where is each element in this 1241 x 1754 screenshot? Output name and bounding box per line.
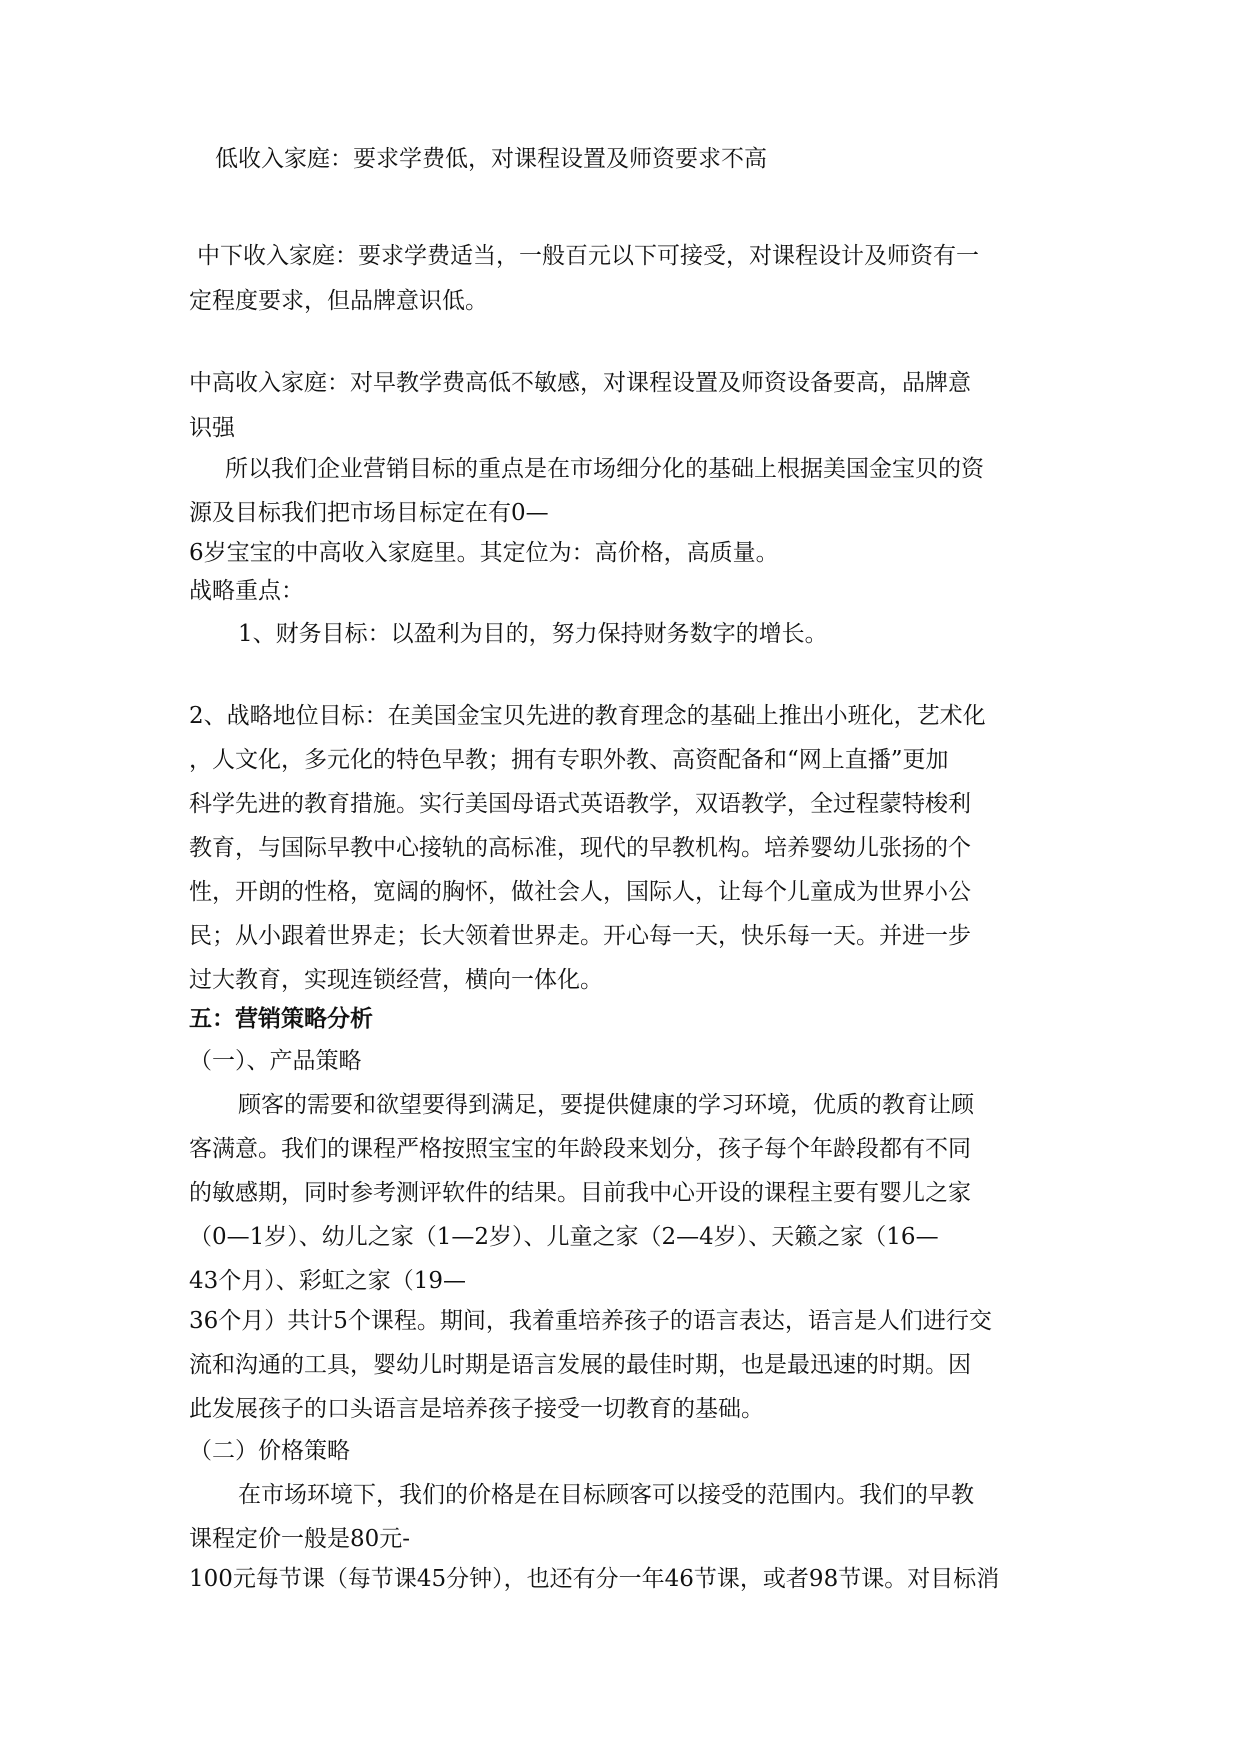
text-line: 顾客的需要和欲望要得到满足，要提供健康的学习环境，优质的教育让顾 [238, 1092, 974, 1118]
text-line: 科学先进的教育措施。实行美国母语式英语教学，双语教学，全过程蒙特梭利 [189, 791, 971, 817]
text-line: 定程度要求，但品牌意识低。 [189, 288, 488, 314]
text-line: 源及目标我们把市场目标定在有0— [189, 500, 549, 526]
subsection-heading: （一）、产品策略 [189, 1048, 362, 1074]
text-line: 识强 [189, 415, 235, 441]
text-line: 的敏感期，同时参考测评软件的结果。目前我中心开设的课程主要有婴儿之家 [189, 1180, 971, 1206]
text-line: 客满意。我们的课程严格按照宝宝的年龄段来划分，孩子每个年龄段都有不同 [189, 1136, 971, 1162]
text-line: 6岁宝宝的中高收入家庭里。其定位为：高价格，高质量。 [189, 540, 779, 566]
text-line: 中下收入家庭：要求学费适当，一般百元以下可接受，对课程设计及师资有一 [197, 243, 979, 269]
text-line: ，人文化，多元化的特色早教；拥有专职外教、高资配备和“网上直播”更加 [189, 747, 949, 773]
text-line: 1、财务目标：以盈利为目的，努力保持财务数字的增长。 [238, 621, 828, 647]
text-line: 中高收入家庭：对早教学费高低不敏感，对课程设置及师资设备要高，品牌意 [189, 370, 971, 396]
section-heading: 五：营销策略分析 [189, 1005, 373, 1032]
text-line: 低收入家庭：要求学费低，对课程设置及师资要求不高 [215, 146, 767, 172]
text-line: 民；从小跟着世界走；长大领着世界走。开心每一天，快乐每一天。并进一步 [189, 923, 971, 949]
text-line: 在市场环境下，我们的价格是在目标顾客可以接受的范围内。我们的早教 [238, 1482, 974, 1508]
text-line: 课程定价一般是80元- [189, 1526, 411, 1552]
text-line: 性，开朗的性格，宽阔的胸怀，做社会人，国际人，让每个儿童成为世界小公 [189, 879, 971, 905]
text-line: 36个月）共计5个课程。期间，我着重培养孩子的语言表达，语言是人们进行交 [189, 1308, 992, 1334]
text-line: 教育，与国际早教中心接轨的高标准，现代的早教机构。培养婴幼儿张扬的个 [189, 835, 971, 861]
text-line: 此发展孩子的口头语言是培养孩子接受一切教育的基础。 [189, 1396, 764, 1422]
text-line: 流和沟通的工具，婴幼儿时期是语言发展的最佳时期，也是最迅速的时期。因 [189, 1352, 971, 1378]
text-line: 100元每节课（每节课45分钟），也还有分一年46节课，或者98节课。对目标消 [189, 1566, 1000, 1592]
text-line: 战略重点： [189, 578, 304, 604]
text-line: 2、战略地位目标：在美国金宝贝先进的教育理念的基础上推出小班化，艺术化 [189, 703, 986, 729]
text-line: 所以我们企业营销目标的重点是在市场细分化的基础上根据美国金宝贝的资 [225, 456, 984, 482]
subsection-heading: （二）价格策略 [189, 1438, 350, 1464]
text-line: （0—1岁）、幼儿之家（1—2岁）、儿童之家（2—4岁）、天籁之家（16— [189, 1224, 939, 1250]
text-line: 43个月）、彩虹之家（19— [189, 1268, 467, 1294]
text-line: 过大教育，实现连锁经营，横向一体化。 [189, 967, 603, 993]
